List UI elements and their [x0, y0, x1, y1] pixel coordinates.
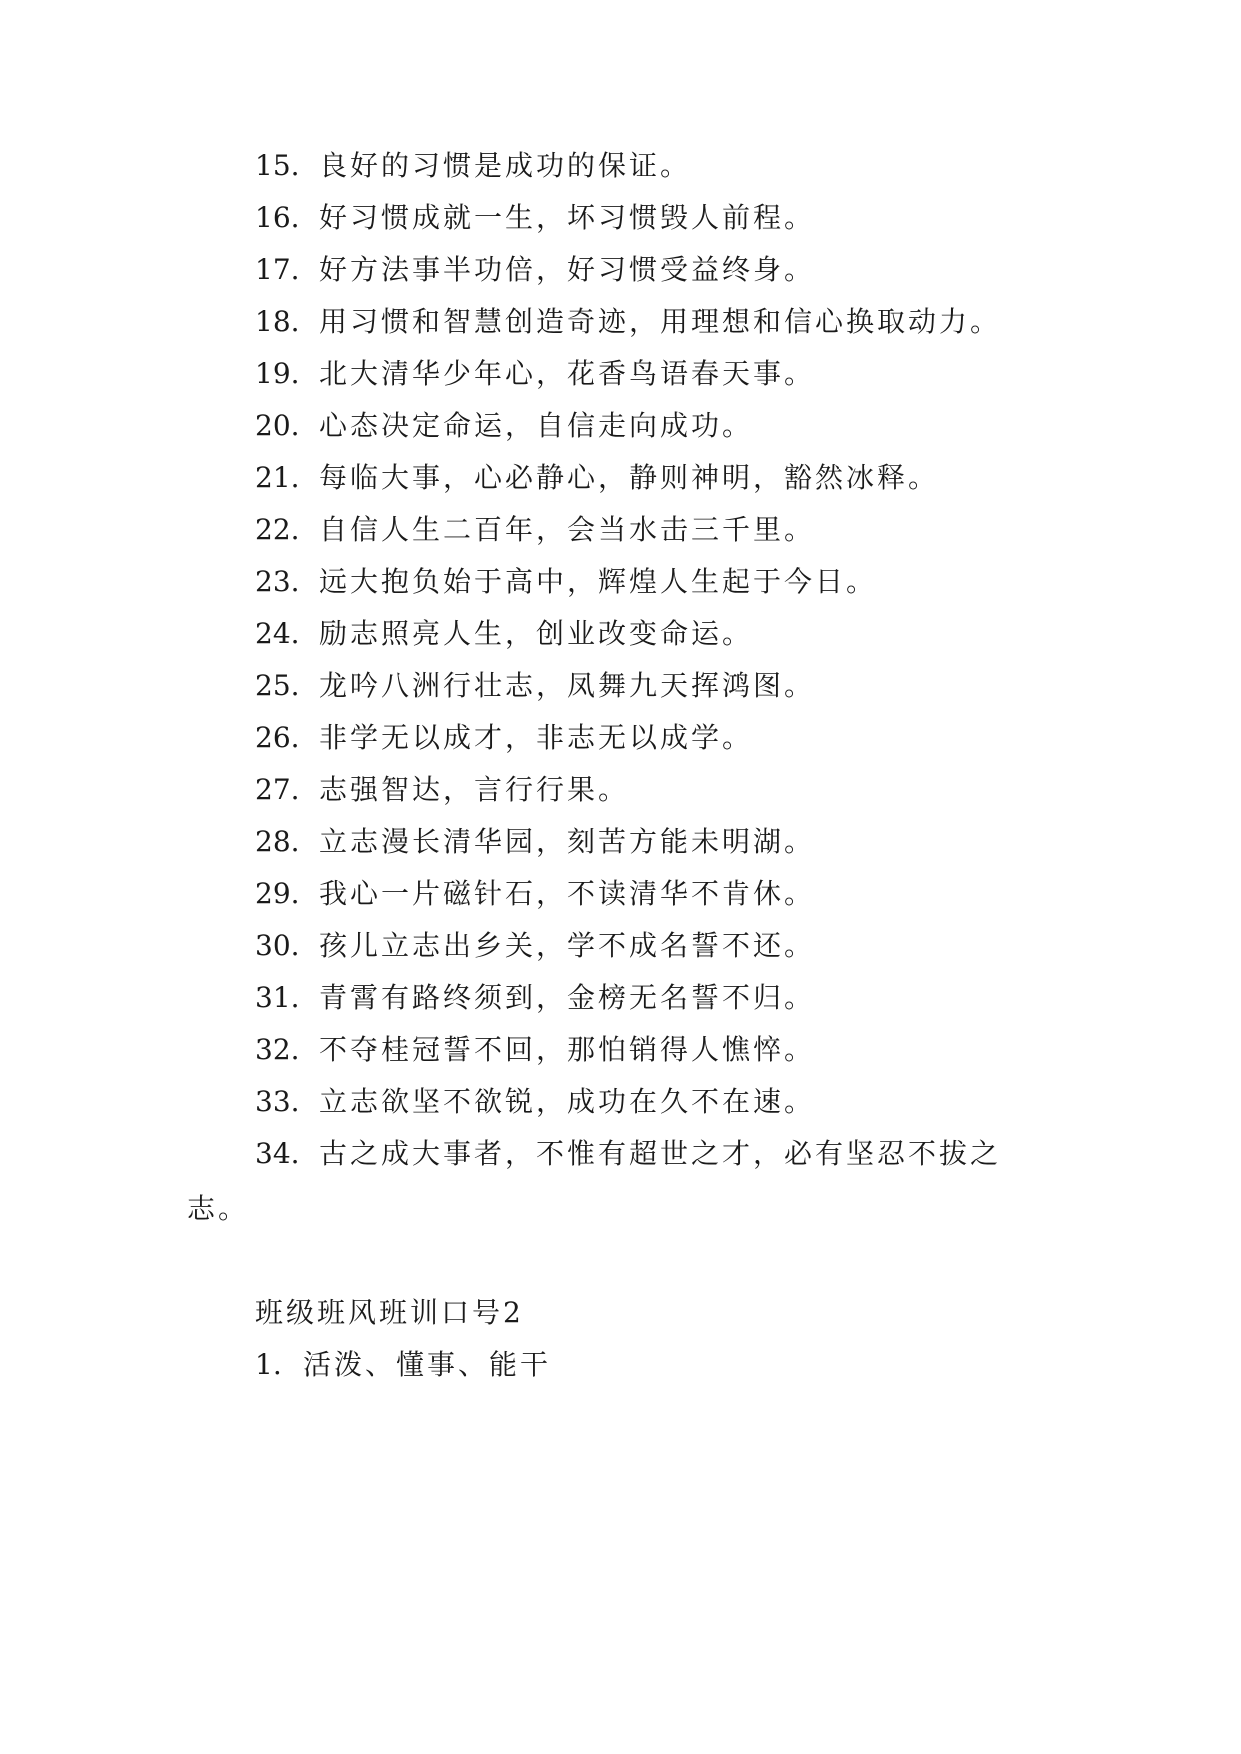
list-item-number: 1.: [255, 1348, 282, 1381]
list-item: [255, 616, 753, 652]
list-item-number: 16.: [255, 201, 300, 234]
list-item-text: 古之成大事者，不惟有超世之才，必有坚忍不拔之: [319, 1137, 1002, 1170]
list-item: [255, 408, 753, 444]
list-item-text: 远大抱负始于高中，辉煌人生起于今日。: [319, 565, 878, 598]
list-item-number: 15.: [255, 149, 300, 182]
list-item: [255, 1347, 551, 1383]
list-item: [255, 876, 815, 912]
list-item-number: 21.: [255, 461, 300, 494]
list-item-number: 26.: [255, 721, 300, 754]
list-item-number: 22.: [255, 513, 300, 546]
list-item: [255, 1136, 1001, 1172]
list-item-number: 17.: [255, 253, 300, 286]
list-item: [255, 200, 815, 236]
list-item-text: 好习惯成就一生，坏习惯毁人前程。: [319, 201, 816, 234]
list-item-text: 不夺桂冠誓不回，那怕销得人憔悴。: [319, 1033, 816, 1066]
list-item-text: 好方法事半功倍，好习惯受益终身。: [319, 253, 816, 286]
list-item-number: 24.: [255, 617, 300, 650]
list-item: [255, 720, 753, 756]
list-item-text: 用习惯和智慧创造奇迹，用理想和信心换取动力。: [319, 305, 1002, 338]
list-item: [255, 304, 1001, 340]
list-item-number: 32.: [255, 1033, 300, 1066]
list-item-text: 我心一片磁针石，不读清华不肯休。: [319, 877, 816, 910]
list-item-number: 28.: [255, 825, 300, 858]
list-item: [255, 668, 815, 704]
list-item-number: 20.: [255, 409, 300, 442]
list-item-text: 非学无以成才，非志无以成学。: [319, 721, 754, 754]
list-item-text: 志强智达，言行行果。: [319, 773, 630, 806]
list-item-number: 29.: [255, 877, 300, 910]
list-item: [255, 148, 691, 184]
list-item: [255, 1032, 815, 1068]
list-item-text: 立志漫长清华园，刻苦方能未明湖。: [319, 825, 816, 858]
list-item-number: 34.: [255, 1137, 300, 1170]
list-item-number: 27.: [255, 773, 300, 806]
list-item: [255, 928, 815, 964]
list-item: [255, 512, 815, 548]
list-item-number: 18.: [255, 305, 300, 338]
list-item-text: 励志照亮人生，创业改变命运。: [319, 617, 754, 650]
section-heading: 班级班风班训口号2: [255, 1296, 524, 1329]
list-item-number: 19.: [255, 357, 300, 390]
list-item-text: 活泼、懂事、能干: [303, 1348, 552, 1381]
list-item: [255, 772, 629, 808]
list-item-text: 心态决定命运，自信走向成功。: [319, 409, 754, 442]
list-item-text: 北大清华少年心，花香鸟语春天事。: [319, 357, 816, 390]
list-item-text: 自信人生二百年，会当水击三千里。: [319, 513, 816, 546]
list-item-34-continuation: 志。: [187, 1192, 250, 1225]
list-item-text: 龙吟八洲行壮志，凤舞九天挥鸿图。: [319, 669, 816, 702]
list-item-text: 良好的习惯是成功的保证。: [319, 149, 692, 182]
list-item: [255, 460, 939, 496]
list-item-number: 33.: [255, 1085, 300, 1118]
list-item-number: 23.: [255, 565, 300, 598]
list-item: [255, 356, 815, 392]
list-item: [255, 252, 815, 288]
list-item-number: 25.: [255, 669, 300, 702]
list-item-text: 青霄有路终须到，金榜无名誓不归。: [319, 981, 816, 1014]
list-item-text: 每临大事，心必静心，静则神明，豁然冰释。: [319, 461, 940, 494]
list-item: [255, 824, 815, 860]
list-item: [255, 980, 815, 1016]
list-item: [255, 564, 877, 600]
list-item: [255, 1084, 815, 1120]
list-item-text: 立志欲坚不欲锐，成功在久不在速。: [319, 1085, 816, 1118]
list-item-number: 31.: [255, 981, 300, 1014]
list-item-text: 孩儿立志出乡关，学不成名誓不还。: [319, 929, 816, 962]
list-item-number: 30.: [255, 929, 300, 962]
